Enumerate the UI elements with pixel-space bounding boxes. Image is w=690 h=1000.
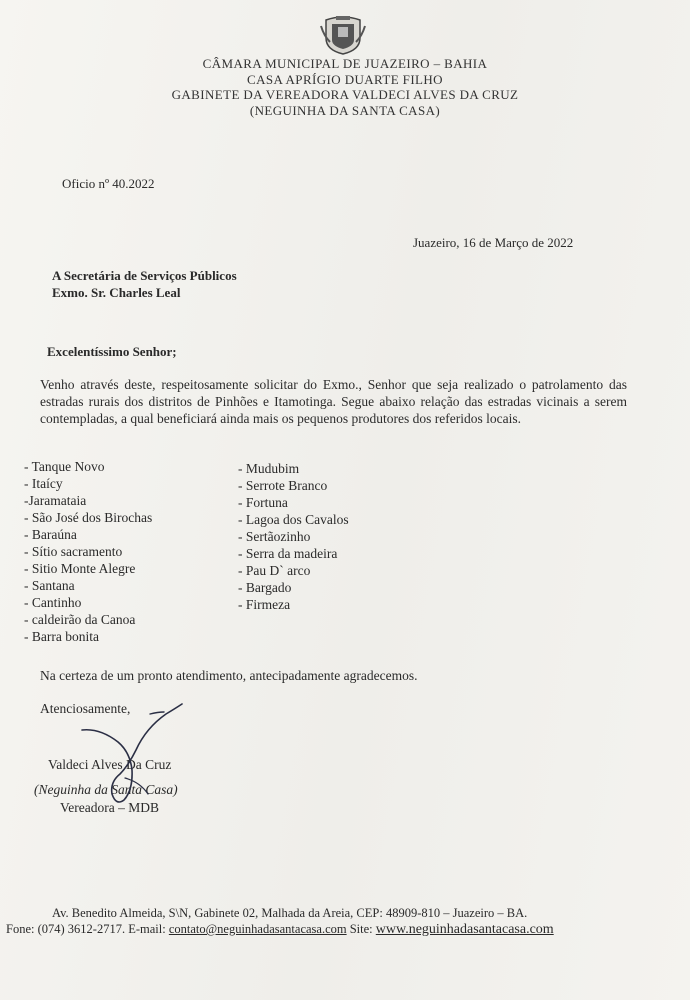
body-paragraph: Venho através deste, respeitosamente solicitar do Exmo., Senhor que seja realizado o patrolamento das estradas rurais dos distritos de Pinhões e Itamotinga. Segue abaixo relação das estradas vicinais a serem contempladas, a qual beneficiará ainda mais os pequenos produtores dos referidos locais. xyxy=(40,377,627,426)
recipient-line-2: Exmo. Sr. Charles Leal xyxy=(52,285,181,300)
road-list-right xyxy=(238,460,349,613)
list-item: - Barra bonita xyxy=(24,629,99,644)
footer-email-link[interactable]: contato@neguinhadasantacasa.com xyxy=(168,922,347,936)
list-item: - Fortuna xyxy=(238,495,288,510)
list-item: - Baraúna xyxy=(24,527,77,542)
list-item: - Sertãozinho xyxy=(238,529,311,544)
list-item: - Lagoa dos Cavalos xyxy=(238,512,349,527)
footer-phone: Fone: (074) 3612-2717. xyxy=(6,922,126,936)
letterhead-line-3: GABINETE DA VEREADORA VALDECI ALVES DA CRUZ xyxy=(171,87,519,102)
footer-email-label: E-mail: xyxy=(128,922,166,936)
list-item: - São José dos Birochas xyxy=(24,510,153,525)
list-item: - Serra da madeira xyxy=(238,546,338,561)
list-item: - Santana xyxy=(24,578,75,593)
list-item: - caldeirão da Canoa xyxy=(24,612,136,627)
list-item: - Bargado xyxy=(238,580,292,595)
oficio-number: Oficio nº 40.2022 xyxy=(62,176,155,191)
letterhead-line-4: (NEGUINHA DA SANTA CASA) xyxy=(249,102,441,118)
signer-name: Valdeci Alves Da Cruz xyxy=(48,757,172,772)
recipient-line-1: A Secretária de Serviços Públicos xyxy=(52,268,237,283)
list-item: - Pau D` arco xyxy=(238,563,311,578)
road-list-left xyxy=(24,458,152,645)
municipal-coat-of-arms-icon xyxy=(318,12,368,56)
footer-address: Av. Benedito Almeida, S\N, Gabinete 02, Malhada da Areia, CEP: 48909-810 – Juazeiro – BA. xyxy=(52,906,528,920)
footer-site-label: Site: xyxy=(349,922,373,936)
letter-date: Juazeiro, 16 de Março de 2022 xyxy=(413,235,574,250)
list-item: -Jaramataia xyxy=(24,493,87,508)
list-item: - Sítio sacramento xyxy=(24,544,123,559)
recipient-block xyxy=(52,267,237,301)
list-item: - Sitio Monte Alegre xyxy=(24,561,136,576)
letterhead-line-2: CASA APRÍGIO DUARTE FILHO xyxy=(247,71,443,87)
list-item: - Serrote Branco xyxy=(238,478,328,493)
footer-site-link[interactable]: www.neguinhadasantacasa.com xyxy=(375,922,554,937)
signer-role: Vereadora – MDB xyxy=(60,800,159,815)
list-item: - Cantinho xyxy=(24,595,82,610)
signer-nickname: (Neguinha da Santa Casa) xyxy=(34,782,178,797)
salutation: Excelentíssimo Senhor; xyxy=(47,344,177,359)
list-item: - Firmeza xyxy=(238,597,291,612)
letterhead xyxy=(140,56,550,118)
list-item: - Tanque Novo xyxy=(24,459,105,474)
list-item: - Mudubim xyxy=(238,461,300,476)
handwritten-signature xyxy=(70,690,220,810)
letterhead-line-1: CÂMARA MUNICIPAL DE JUAZEIRO – BAHIA xyxy=(202,56,488,71)
regards: Atenciosamente, xyxy=(40,701,131,716)
closing-sentence: Na certeza de um pronto atendimento, antecipadamente agradecemos. xyxy=(40,668,418,683)
list-item: - Itaícy xyxy=(24,476,63,491)
footer-contact xyxy=(6,922,554,938)
